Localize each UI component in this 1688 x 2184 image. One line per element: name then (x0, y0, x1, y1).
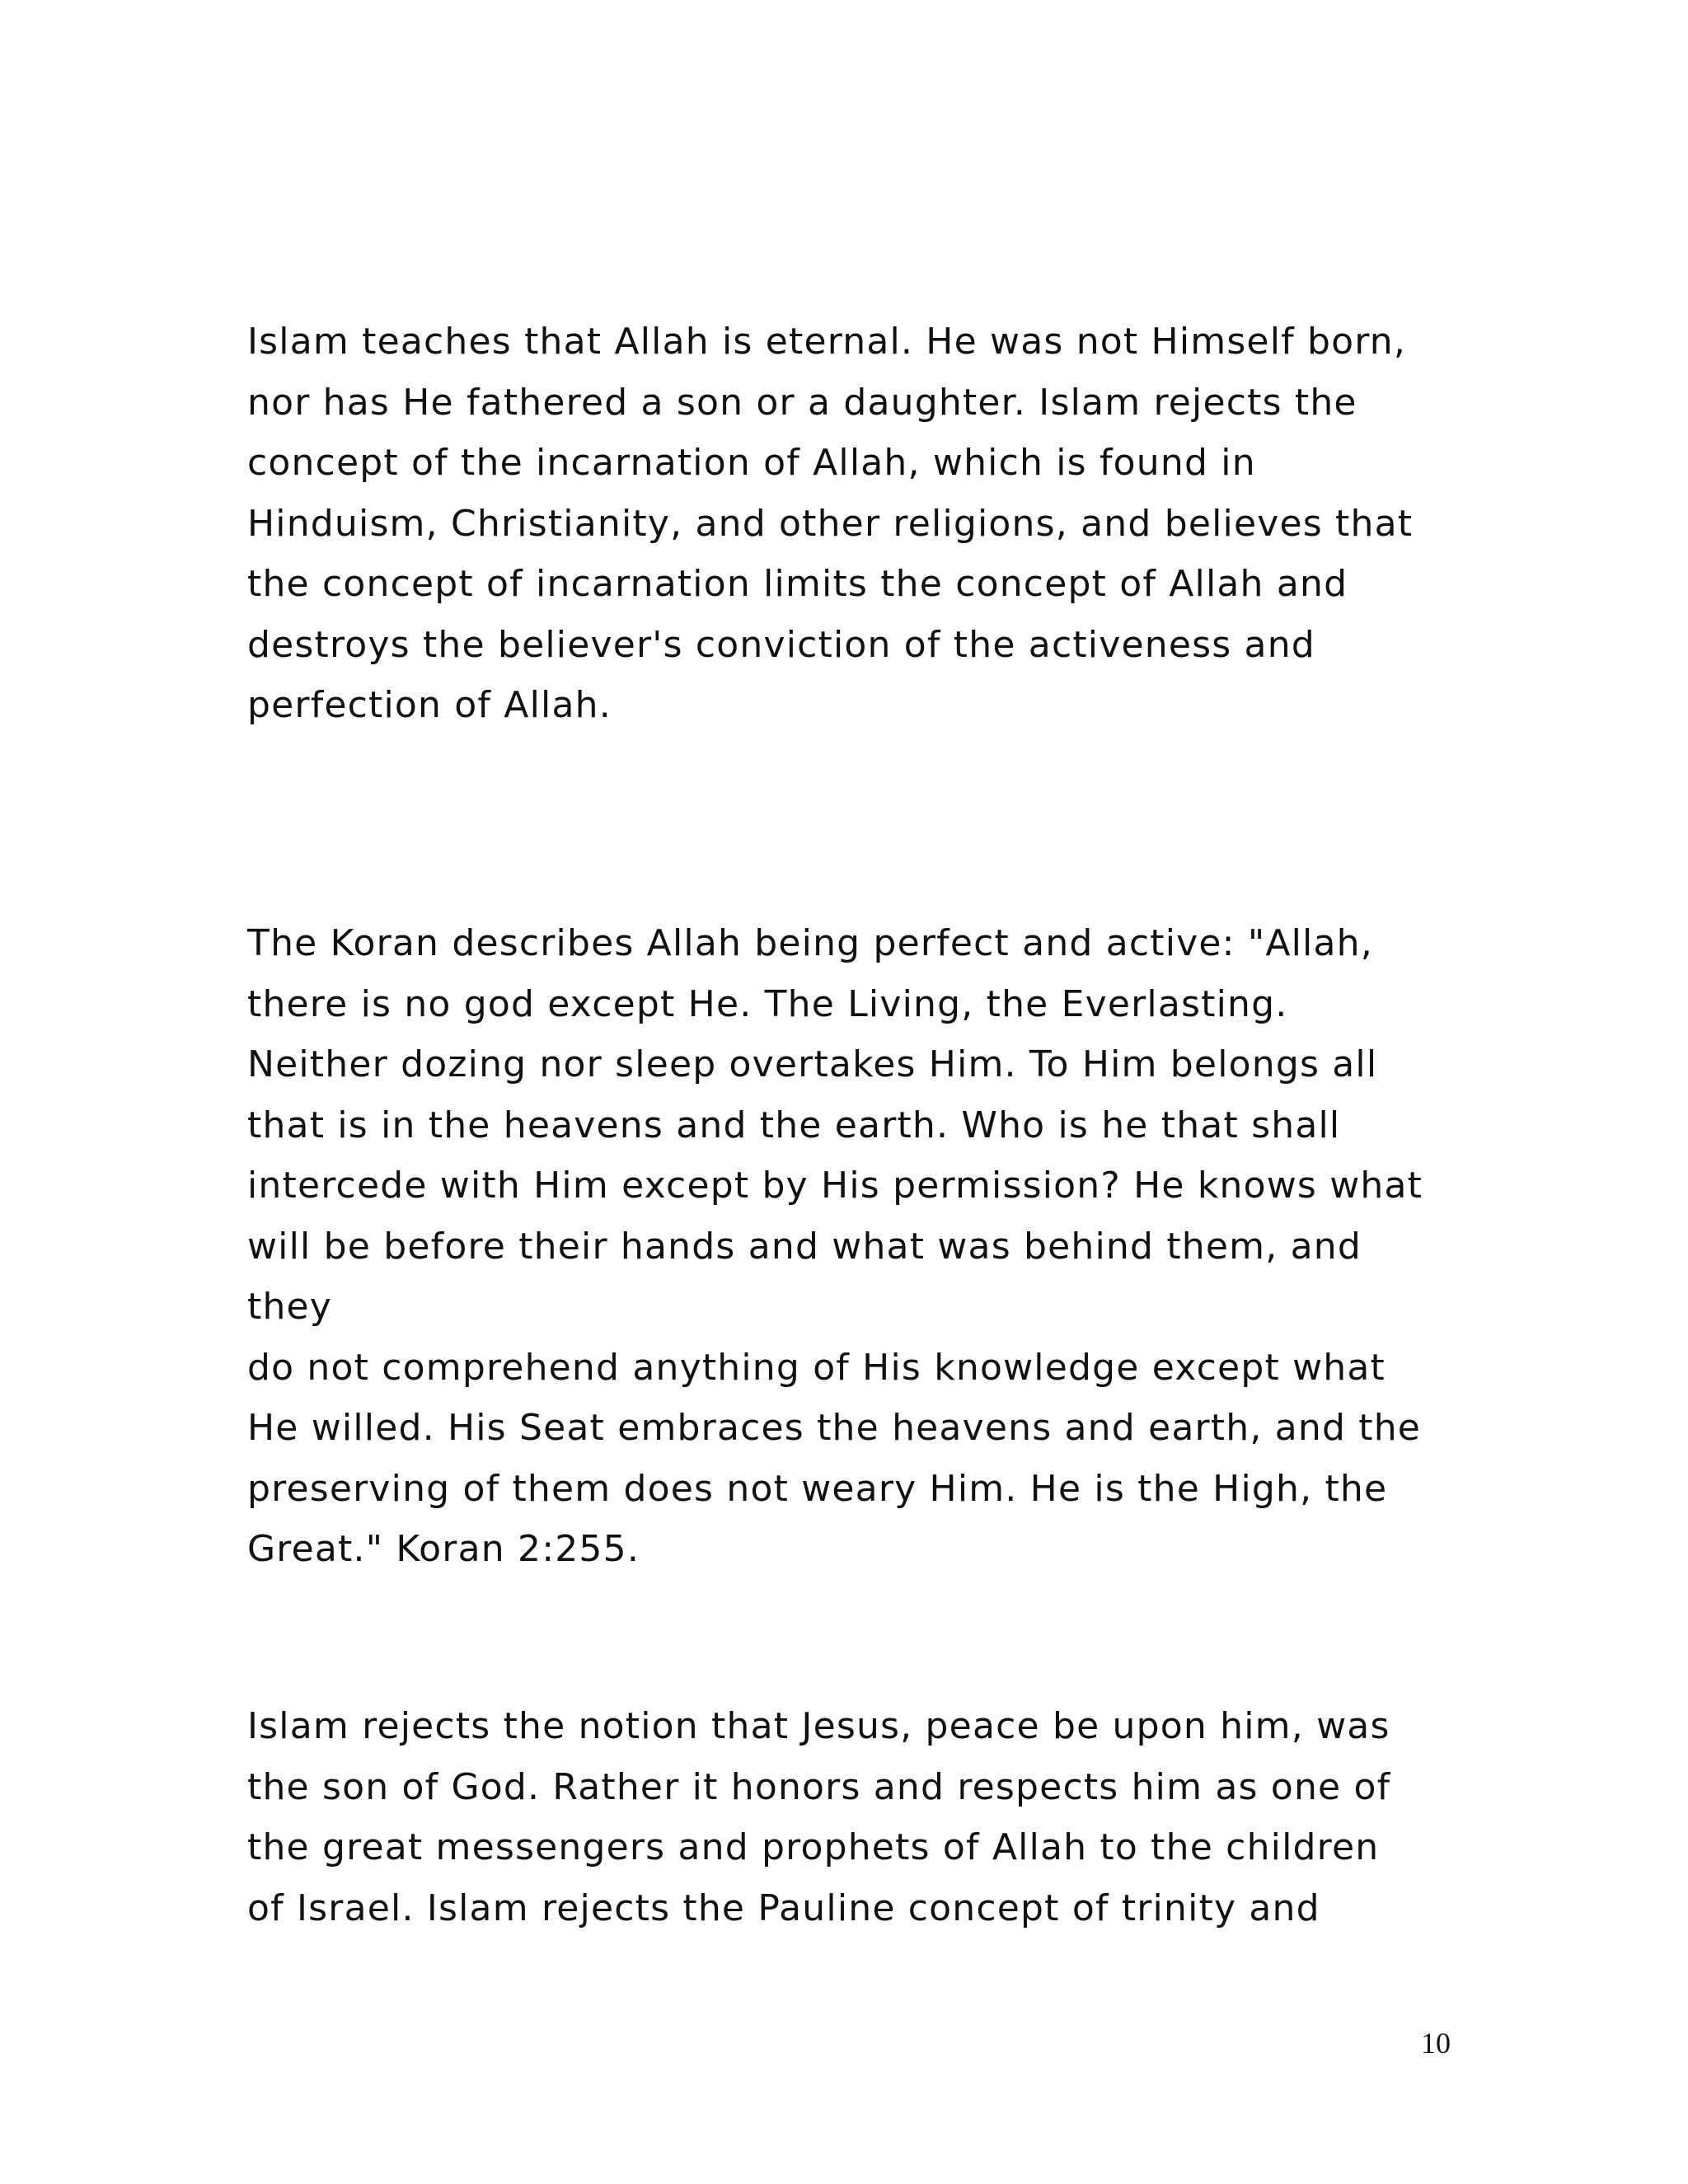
page-number: 10 (1421, 2027, 1451, 2060)
paragraph-allah-eternal: Islam teaches that Allah is eternal. He was not Himself born, nor has He fathered a son or a daughter. Islam rejects the concept of the incarnation of Allah, which is found in Hinduism, Christianity, and other religions, and believes that the concept of incarnation limits the concept of Allah and destroys the believer's conviction of the activeness and perfection of Allah. (247, 321, 1414, 726)
paragraph-jesus: Islam rejects the notion that Jesus, peace be upon him, was the son of God. Rather it honors and respects him as one of the great messengers and prophets of Allah to the children of Israel. Islam rejects the Pauline concept of trinity and (247, 1705, 1391, 1929)
paragraph-koran-quote: The Koran describes Allah being perfect and active: "Allah, there is no god except He. The Living, the Everlasting. Neither dozing nor sleep overtakes Him. To Him belongs all that is in the heavens and the earth. Who is he that shall intercede with Him except by His permission? He knows what will be before their hands and what was behind them, and they do not comprehend anything of His knowledge except what He willed. His Seat embraces the heavens and earth, and the preserving of them does not weary Him. He is the High, the Great." Koran 2:255. (247, 922, 1423, 1570)
